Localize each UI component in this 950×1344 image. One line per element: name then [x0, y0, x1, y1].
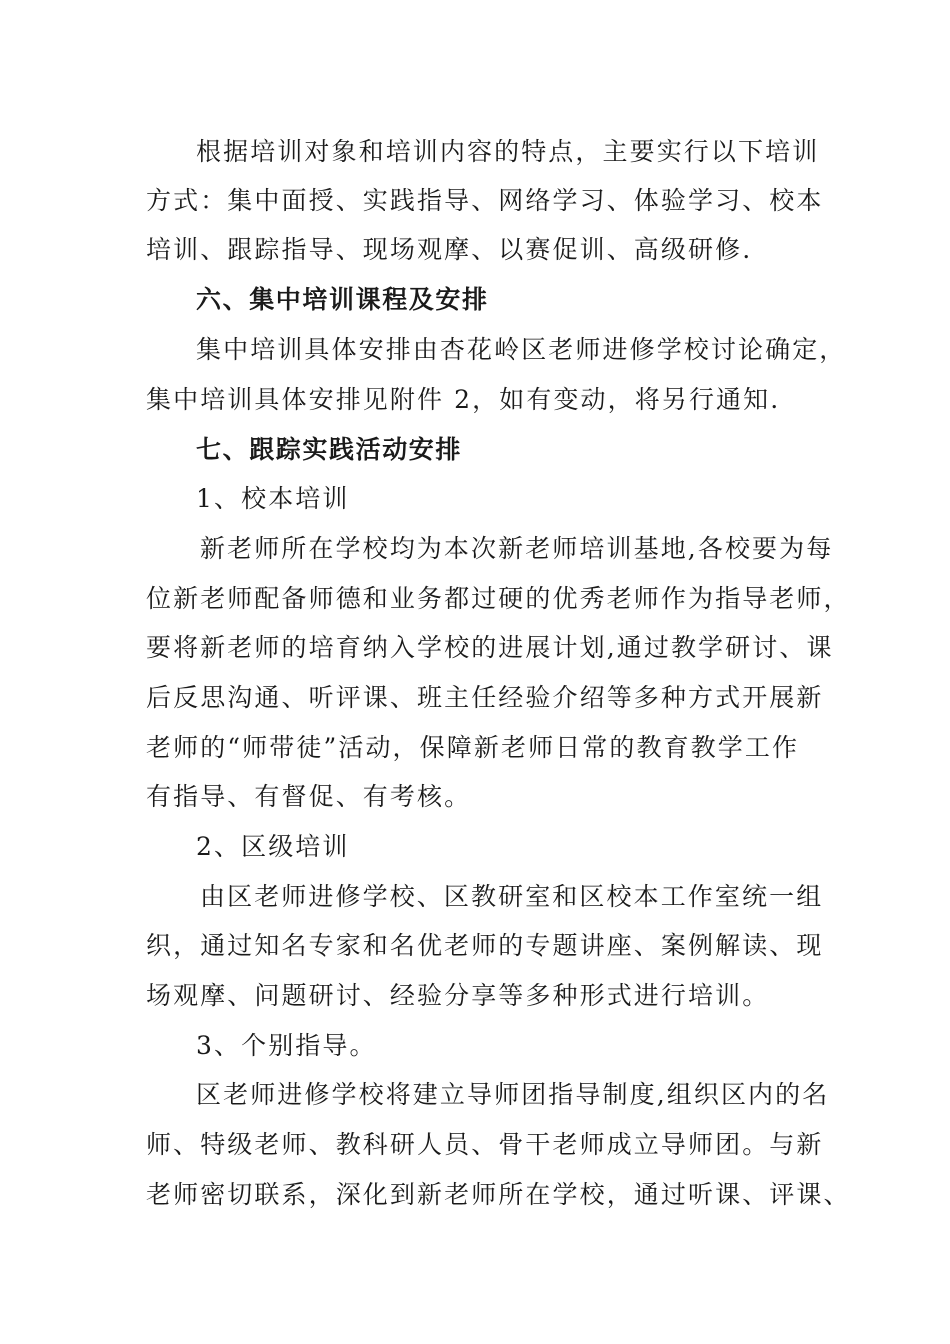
paragraph-line: 有指导、有督促、有考核。 [146, 782, 472, 811]
section-heading: 六、集中培训课程及安排 [196, 285, 489, 314]
subsection-heading: 1、校本培训 [196, 484, 350, 513]
paragraph-line: 师、特级老师、教科研人员、骨干老师成立导师团。与新 [146, 1130, 824, 1159]
paragraph-line: 要将新老师的培育纳入学校的进展计划,通过教学研讨、课 [146, 633, 834, 662]
paragraph-line: 新老师所在学校均为本次新老师培训基地,各校要为每 [200, 534, 834, 563]
paragraph-line: 位新老师配备师德和业务都过硬的优秀老师作为指导老师， [146, 584, 851, 613]
paragraph-line: 培训、跟踪指导、现场观摩、以赛促训、高级研修. [146, 235, 753, 264]
paragraph-line: 区老师进修学校将建立导师团指导制度,组织区内的名 [196, 1080, 830, 1109]
paragraph-line: 集中培训具体安排见附件 2，如有变动，将另行通知. [146, 385, 781, 414]
subsection-heading: 3、个别指导。 [196, 1031, 377, 1060]
paragraph-line: 根据培训对象和培训内容的特点，主要实行以下培训 [196, 137, 820, 166]
paragraph-line: 场观摩、问题研讨、经验分享等多种形式进行培训。 [146, 981, 770, 1010]
paragraph-line: 后反思沟通、听评课、班主任经验介绍等多种方式开展新 [146, 683, 824, 712]
paragraph-line: 老师密切联系，深化到新老师所在学校，通过听课、评课、 [146, 1180, 851, 1209]
paragraph-line: 由区老师进修学校、区教研室和区校本工作室统一组 [200, 882, 824, 911]
subsection-heading: 2、区级培训 [196, 832, 350, 861]
paragraph-line: 集中培训具体安排由杏花岭区老师进修学校讨论确定， [196, 335, 847, 364]
section-heading: 七、跟踪实践活动安排 [196, 435, 463, 464]
paragraph-line: 方式：集中面授、实践指导、网络学习、体验学习、校本 [146, 186, 824, 215]
paragraph-line: 织，通过知名专家和名优老师的专题讲座、案例解读、现 [146, 931, 824, 960]
paragraph-line: 老师的“师带徒”活动，保障新老师日常的教育教学工作 [146, 733, 800, 762]
